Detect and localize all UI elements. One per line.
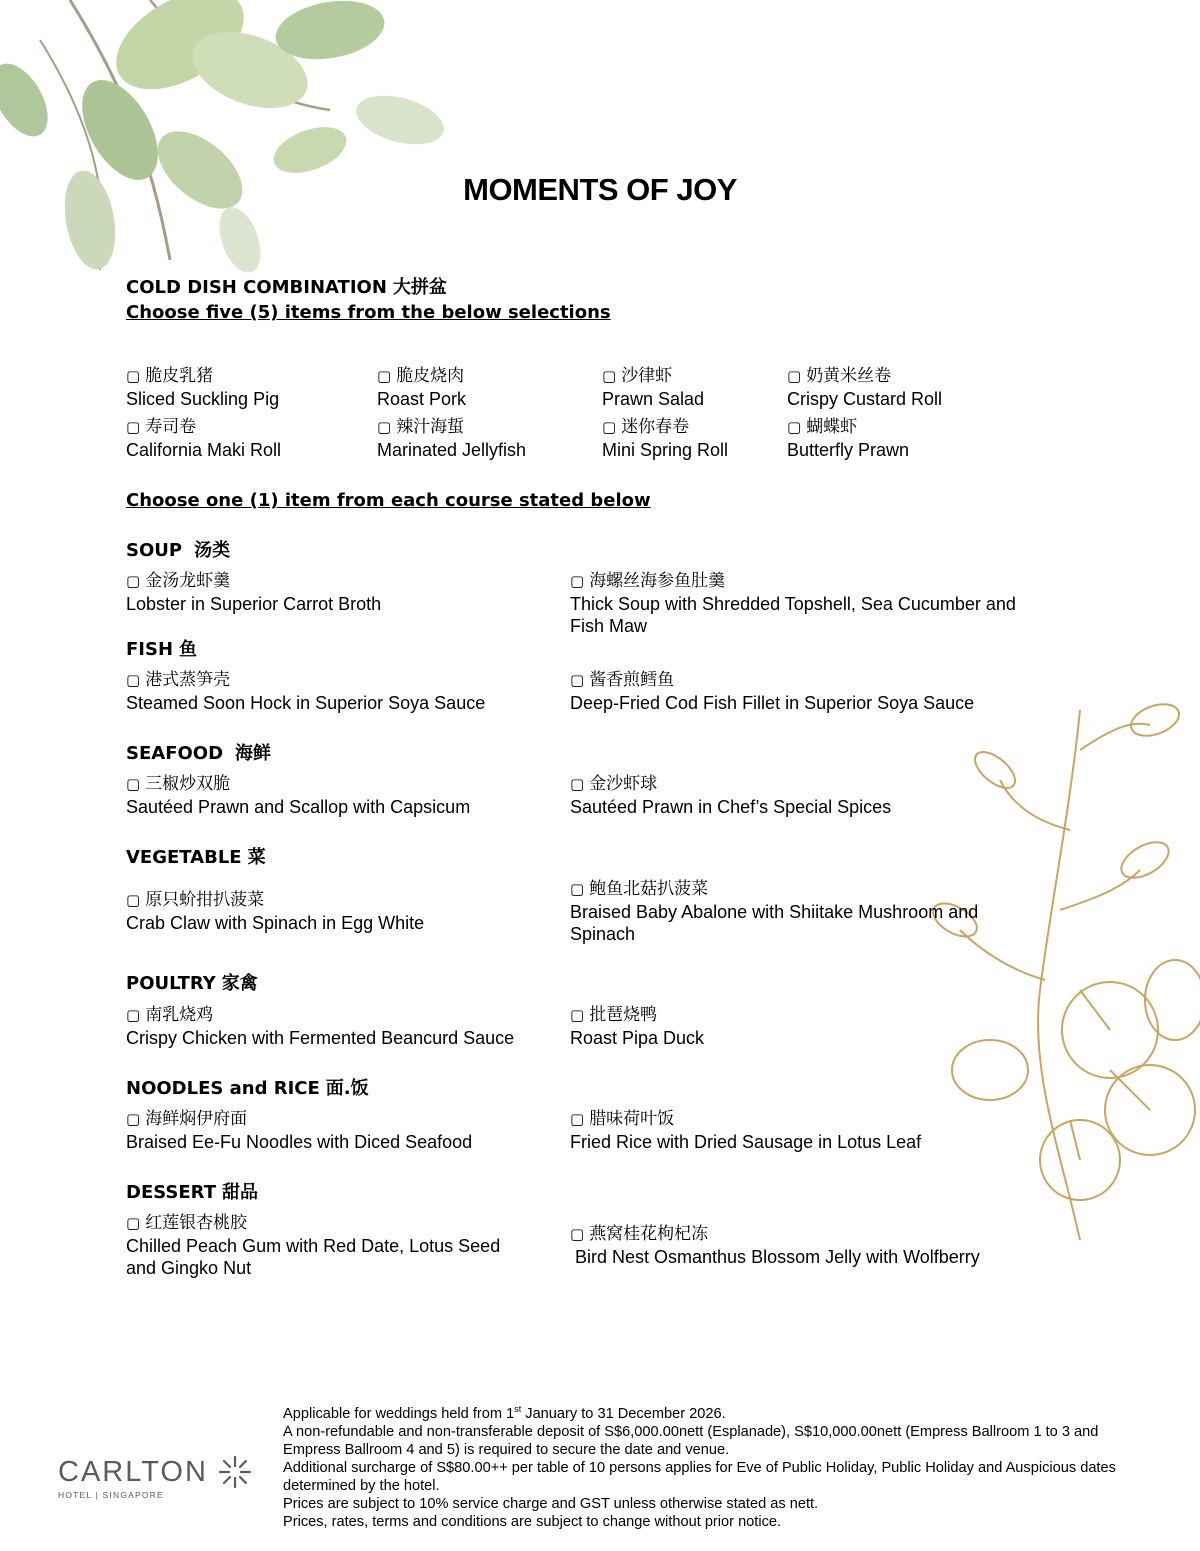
heading-en: VEGETABLE xyxy=(126,847,242,868)
terms-footer xyxy=(283,1400,1153,1532)
heading-zh: 面.饭 xyxy=(325,1078,369,1099)
item-en: Lobster in Superior Carrot Broth xyxy=(126,594,382,614)
checkbox-icon[interactable]: ▢ xyxy=(126,1007,141,1024)
terms-line: Prices, rates, terms and conditions are subject to change without prior notice. xyxy=(283,1514,782,1531)
list-item xyxy=(570,877,1020,945)
checkbox-icon[interactable]: ▢ xyxy=(570,573,585,590)
list-item xyxy=(126,1107,556,1153)
noodles-rice-heading xyxy=(126,1078,369,1100)
item-zh: 寿司卷 xyxy=(145,417,197,437)
item-en: Butterfly Prawn xyxy=(787,440,910,460)
list-item xyxy=(602,415,728,461)
heading-en: SEAFOOD xyxy=(126,743,224,764)
heading-en: NOODLES and RICE xyxy=(126,1078,320,1099)
checkbox-icon[interactable]: ▢ xyxy=(602,368,617,385)
item-en: Chilled Peach Gum with Red Date, Lotus Seed and Gingko Nut xyxy=(126,1236,501,1278)
logo-subtitle: HOTEL | SINGAPORE xyxy=(58,1490,164,1500)
checkbox-icon[interactable]: ▢ xyxy=(126,368,141,385)
page-title: MOMENTS OF JOY xyxy=(463,172,737,207)
checkbox-icon[interactable]: ▢ xyxy=(570,881,585,898)
terms-line: Additional surcharge of S$80.00++ per table of 10 persons applies for Eve of Public Holiday, Public Holiday and Auspicious dates determined by the hotel. xyxy=(283,1460,1116,1495)
item-zh: 脆皮烧肉 xyxy=(396,366,465,386)
cold-dish-heading-en: COLD DISH COMBINATION xyxy=(126,277,387,298)
list-item xyxy=(126,772,546,818)
heading-zh: 家禽 xyxy=(221,973,258,994)
item-en: Marinated Jellyfish xyxy=(377,440,527,460)
item-en: Mini Spring Roll xyxy=(602,440,729,460)
cold-dish-heading-zh: 大拼盆 xyxy=(392,277,447,298)
checkbox-icon[interactable]: ▢ xyxy=(126,672,141,689)
item-zh: 腊味荷叶饭 xyxy=(589,1109,675,1129)
checkbox-icon[interactable]: ▢ xyxy=(570,1111,585,1128)
heading-zh: 菜 xyxy=(247,847,266,868)
checkbox-icon[interactable]: ▢ xyxy=(787,368,802,385)
item-en: Sautéed Prawn and Scallop with Capsicum xyxy=(126,797,471,817)
checkbox-icon[interactable]: ▢ xyxy=(570,1007,585,1024)
item-zh: 海鲜焖伊府面 xyxy=(145,1109,248,1129)
item-zh: 辣汁海蜇 xyxy=(396,417,465,437)
terms-text: Applicable for weddings held from 1 xyxy=(283,1405,515,1422)
list-item xyxy=(126,415,281,461)
item-en: Bird Nest Osmanthus Blossom Jelly with Wolfberry xyxy=(575,1247,980,1267)
item-zh: 脆皮乳猪 xyxy=(145,366,214,386)
terms-line xyxy=(283,1400,1153,1423)
item-zh: 原只蚧拑扒菠菜 xyxy=(145,890,265,910)
item-zh: 批琶烧鸭 xyxy=(589,1005,658,1025)
item-zh: 沙律虾 xyxy=(621,366,673,386)
checkbox-icon[interactable]: ▢ xyxy=(377,419,392,436)
heading-zh: 甜品 xyxy=(221,1182,258,1203)
item-en: Sautéed Prawn in Chef’s Special Spices xyxy=(570,797,892,817)
soup-heading xyxy=(126,540,230,562)
list-item xyxy=(126,888,546,934)
list-item xyxy=(787,364,942,410)
heading-en: DESSERT xyxy=(126,1182,216,1203)
list-item xyxy=(570,1003,1050,1049)
item-en: Thick Soup with Shredded Topshell, Sea Cucumber and Fish Maw xyxy=(570,594,1016,636)
list-item xyxy=(570,569,1050,637)
item-en: Crispy Custard Roll xyxy=(787,389,943,409)
item-zh: 燕窝桂花枸杞冻 xyxy=(589,1224,709,1244)
checkbox-icon[interactable]: ▢ xyxy=(570,672,585,689)
heading-en: FISH xyxy=(126,639,174,660)
list-item xyxy=(570,772,1050,818)
dessert-heading xyxy=(126,1182,258,1204)
item-en: Braised Baby Abalone with Shiitake Mushroom and Spinach xyxy=(570,902,979,944)
checkbox-icon[interactable]: ▢ xyxy=(126,1111,141,1128)
vegetable-heading xyxy=(126,847,266,869)
heading-en: SOUP xyxy=(126,540,183,561)
logo-name: CARLTON xyxy=(58,1455,208,1488)
item-en: California Maki Roll xyxy=(126,440,282,460)
list-item xyxy=(787,415,909,461)
list-item xyxy=(377,364,466,410)
checkbox-icon[interactable]: ▢ xyxy=(126,419,141,436)
list-item xyxy=(126,1211,526,1279)
item-zh: 海螺丝海参鱼肚羹 xyxy=(589,571,726,591)
checkbox-icon[interactable]: ▢ xyxy=(570,776,585,793)
item-en: Steamed Soon Hock in Superior Soya Sauce xyxy=(126,693,486,713)
checkbox-icon[interactable]: ▢ xyxy=(602,419,617,436)
heading-zh: 鱼 xyxy=(179,639,198,660)
list-item xyxy=(602,364,704,410)
carlton-logo xyxy=(58,1455,252,1500)
list-item xyxy=(126,364,279,410)
list-item xyxy=(570,1107,1050,1153)
list-item xyxy=(570,1222,1050,1268)
item-en: Crispy Chicken with Fermented Beancurd Sauce xyxy=(126,1028,515,1048)
heading-zh: 海鲜 xyxy=(235,743,272,764)
item-zh: 红莲银杏桃胶 xyxy=(145,1213,248,1233)
terms-text: January to 31 December 2026. xyxy=(521,1405,726,1422)
list-item xyxy=(126,569,546,615)
course-instruction: Choose one (1) item from each course stated below xyxy=(126,490,651,511)
item-en: Prawn Salad xyxy=(602,389,705,409)
checkbox-icon[interactable]: ▢ xyxy=(126,1215,141,1232)
list-item xyxy=(570,668,1050,714)
checkbox-icon[interactable]: ▢ xyxy=(126,776,141,793)
checkbox-icon[interactable]: ▢ xyxy=(126,892,141,909)
item-en: Braised Ee-Fu Noodles with Diced Seafood xyxy=(126,1132,473,1152)
item-zh: 港式蒸笋壳 xyxy=(145,670,231,690)
terms-sup: st xyxy=(514,1404,522,1414)
item-zh: 鲍鱼北菇扒菠菜 xyxy=(589,879,709,899)
item-en: Fried Rice with Dried Sausage in Lotus Leaf xyxy=(570,1132,922,1152)
item-zh: 南乳烧鸡 xyxy=(145,1005,214,1025)
fish-heading xyxy=(126,639,197,661)
terms-line: Prices are subject to 10% service charge and GST unless otherwise stated as nett. xyxy=(283,1496,819,1513)
item-zh: 金汤龙虾羹 xyxy=(145,571,231,591)
item-zh: 金沙虾球 xyxy=(589,774,658,794)
checkbox-icon[interactable]: ▢ xyxy=(126,573,141,590)
list-item xyxy=(126,1003,556,1049)
item-en: Crab Claw with Spinach in Egg White xyxy=(126,913,425,933)
poultry-heading xyxy=(126,973,258,995)
list-item xyxy=(377,415,526,461)
terms-line: A non-refundable and non-transferable deposit of S$6,000.00nett (Esplanade), S$10,000.00nett (Empress Ballroom 1 to 3 and Empress Ballroom 4 and 5) is required to secure the date and venue. xyxy=(283,1423,1099,1459)
cold-dish-instruction: Choose five (5) items from the below selections xyxy=(126,302,611,323)
heading-zh: 汤类 xyxy=(194,540,231,561)
item-zh: 蝴蝶虾 xyxy=(806,417,858,437)
item-zh: 奶黄米丝卷 xyxy=(806,366,892,386)
item-zh: 迷你春卷 xyxy=(621,417,690,437)
star-burst-icon xyxy=(218,1455,252,1489)
item-zh: 酱香煎鳕鱼 xyxy=(589,670,675,690)
cold-dish-heading xyxy=(126,277,447,299)
checkbox-icon[interactable]: ▢ xyxy=(570,1226,585,1243)
checkbox-icon[interactable]: ▢ xyxy=(787,419,802,436)
seafood-heading xyxy=(126,743,271,765)
heading-en: POULTRY xyxy=(126,973,216,994)
item-en: Roast Pipa Duck xyxy=(570,1028,705,1048)
checkbox-icon[interactable]: ▢ xyxy=(377,368,392,385)
item-zh: 三椒炒双脆 xyxy=(145,774,231,794)
item-en: Sliced Suckling Pig xyxy=(126,389,280,409)
item-en: Deep-Fried Cod Fish Fillet in Superior Soya Sauce xyxy=(570,693,975,713)
list-item xyxy=(126,668,546,714)
item-en: Roast Pork xyxy=(377,389,467,409)
